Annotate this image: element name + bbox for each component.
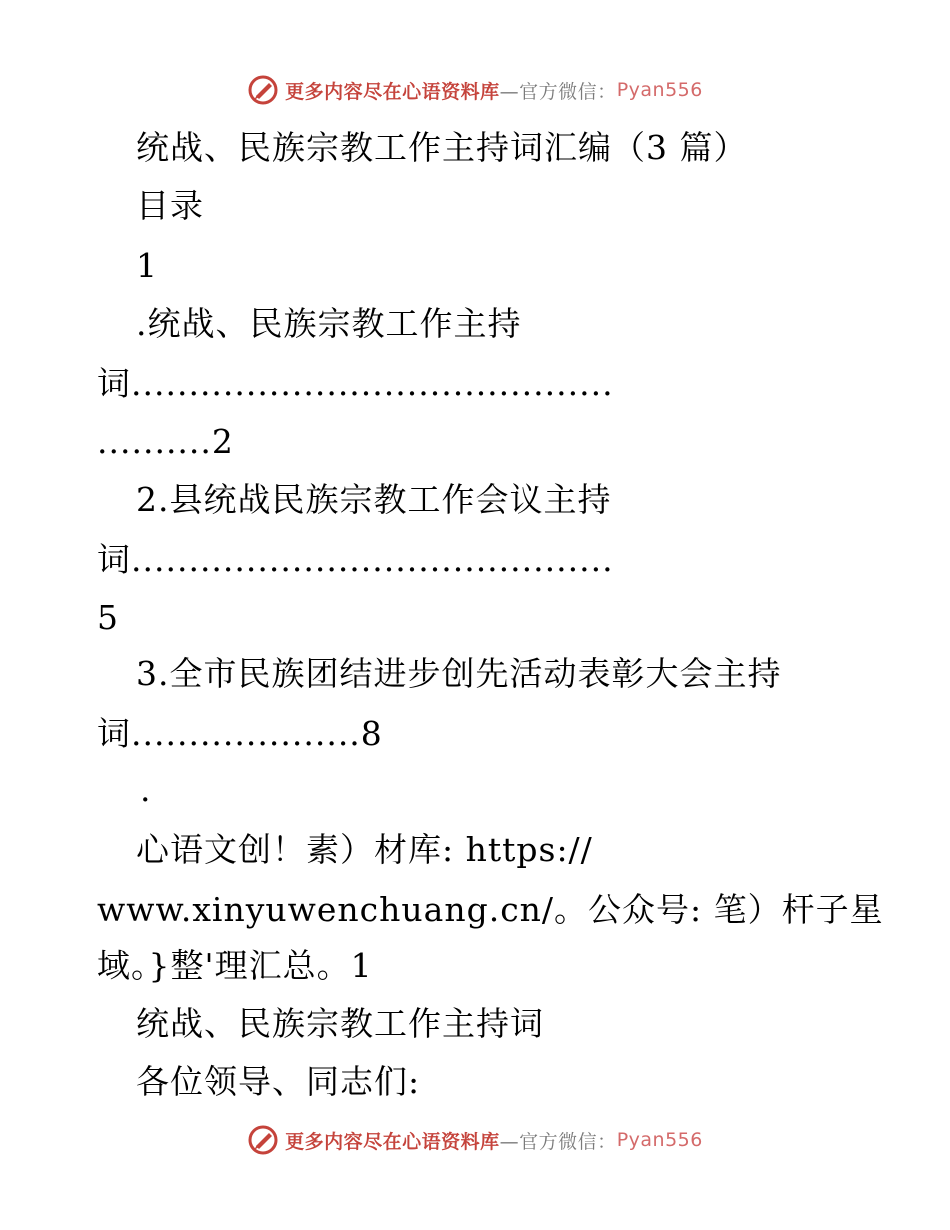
header-banner xyxy=(0,72,950,108)
toc-item-3-title: 3.全市民族团结进步创先活动表彰大会主持 xyxy=(136,654,782,693)
source-line-2: www.xinyuwenchuang.cn/。公众号: 笔）杆子星 xyxy=(97,890,884,929)
banner-wechat-id: Pyan556 xyxy=(616,1129,703,1151)
footer-banner xyxy=(0,1122,950,1158)
source-line-1: 心语文创！素）材库: https:// xyxy=(136,830,593,869)
banner-wechat-id: Pyan556 xyxy=(616,79,703,101)
toc-item-1-page: ..........2 xyxy=(97,422,234,461)
document-title: 统战、民族宗教工作主持词汇编（3 篇） xyxy=(136,128,748,167)
toc-item-2-leader: 词.......................................... xyxy=(97,540,614,579)
greeting: 各位领导、同志们: xyxy=(136,1062,421,1101)
banner-text: 更多内容尽在心语资料库 xyxy=(285,1130,500,1153)
toc-item-1-number: 1 xyxy=(136,246,158,285)
toc-item-2-title: 2.县统战民族宗教工作会议主持 xyxy=(136,480,612,519)
section-title: 统战、民族宗教工作主持词 xyxy=(136,1004,544,1043)
pen-logo-icon xyxy=(247,74,279,106)
toc-item-3-leader: 词....................8 xyxy=(97,714,383,753)
toc-item-3-trailing-dot: . xyxy=(140,770,152,809)
toc-item-1-title: .统战、民族宗教工作主持 xyxy=(136,304,522,343)
toc-item-2-page: 5 xyxy=(97,598,119,637)
toc-item-1-leader: 词.......................................... xyxy=(97,364,614,403)
pen-logo-icon xyxy=(247,1124,279,1156)
toc-heading: 目录 xyxy=(136,186,204,225)
banner-separator: —官方微信： xyxy=(499,1130,617,1153)
banner-separator: —官方微信： xyxy=(499,80,617,103)
source-line-3: 域。}整'理汇总。1 xyxy=(97,946,373,985)
banner-text: 更多内容尽在心语资料库 xyxy=(285,80,500,103)
